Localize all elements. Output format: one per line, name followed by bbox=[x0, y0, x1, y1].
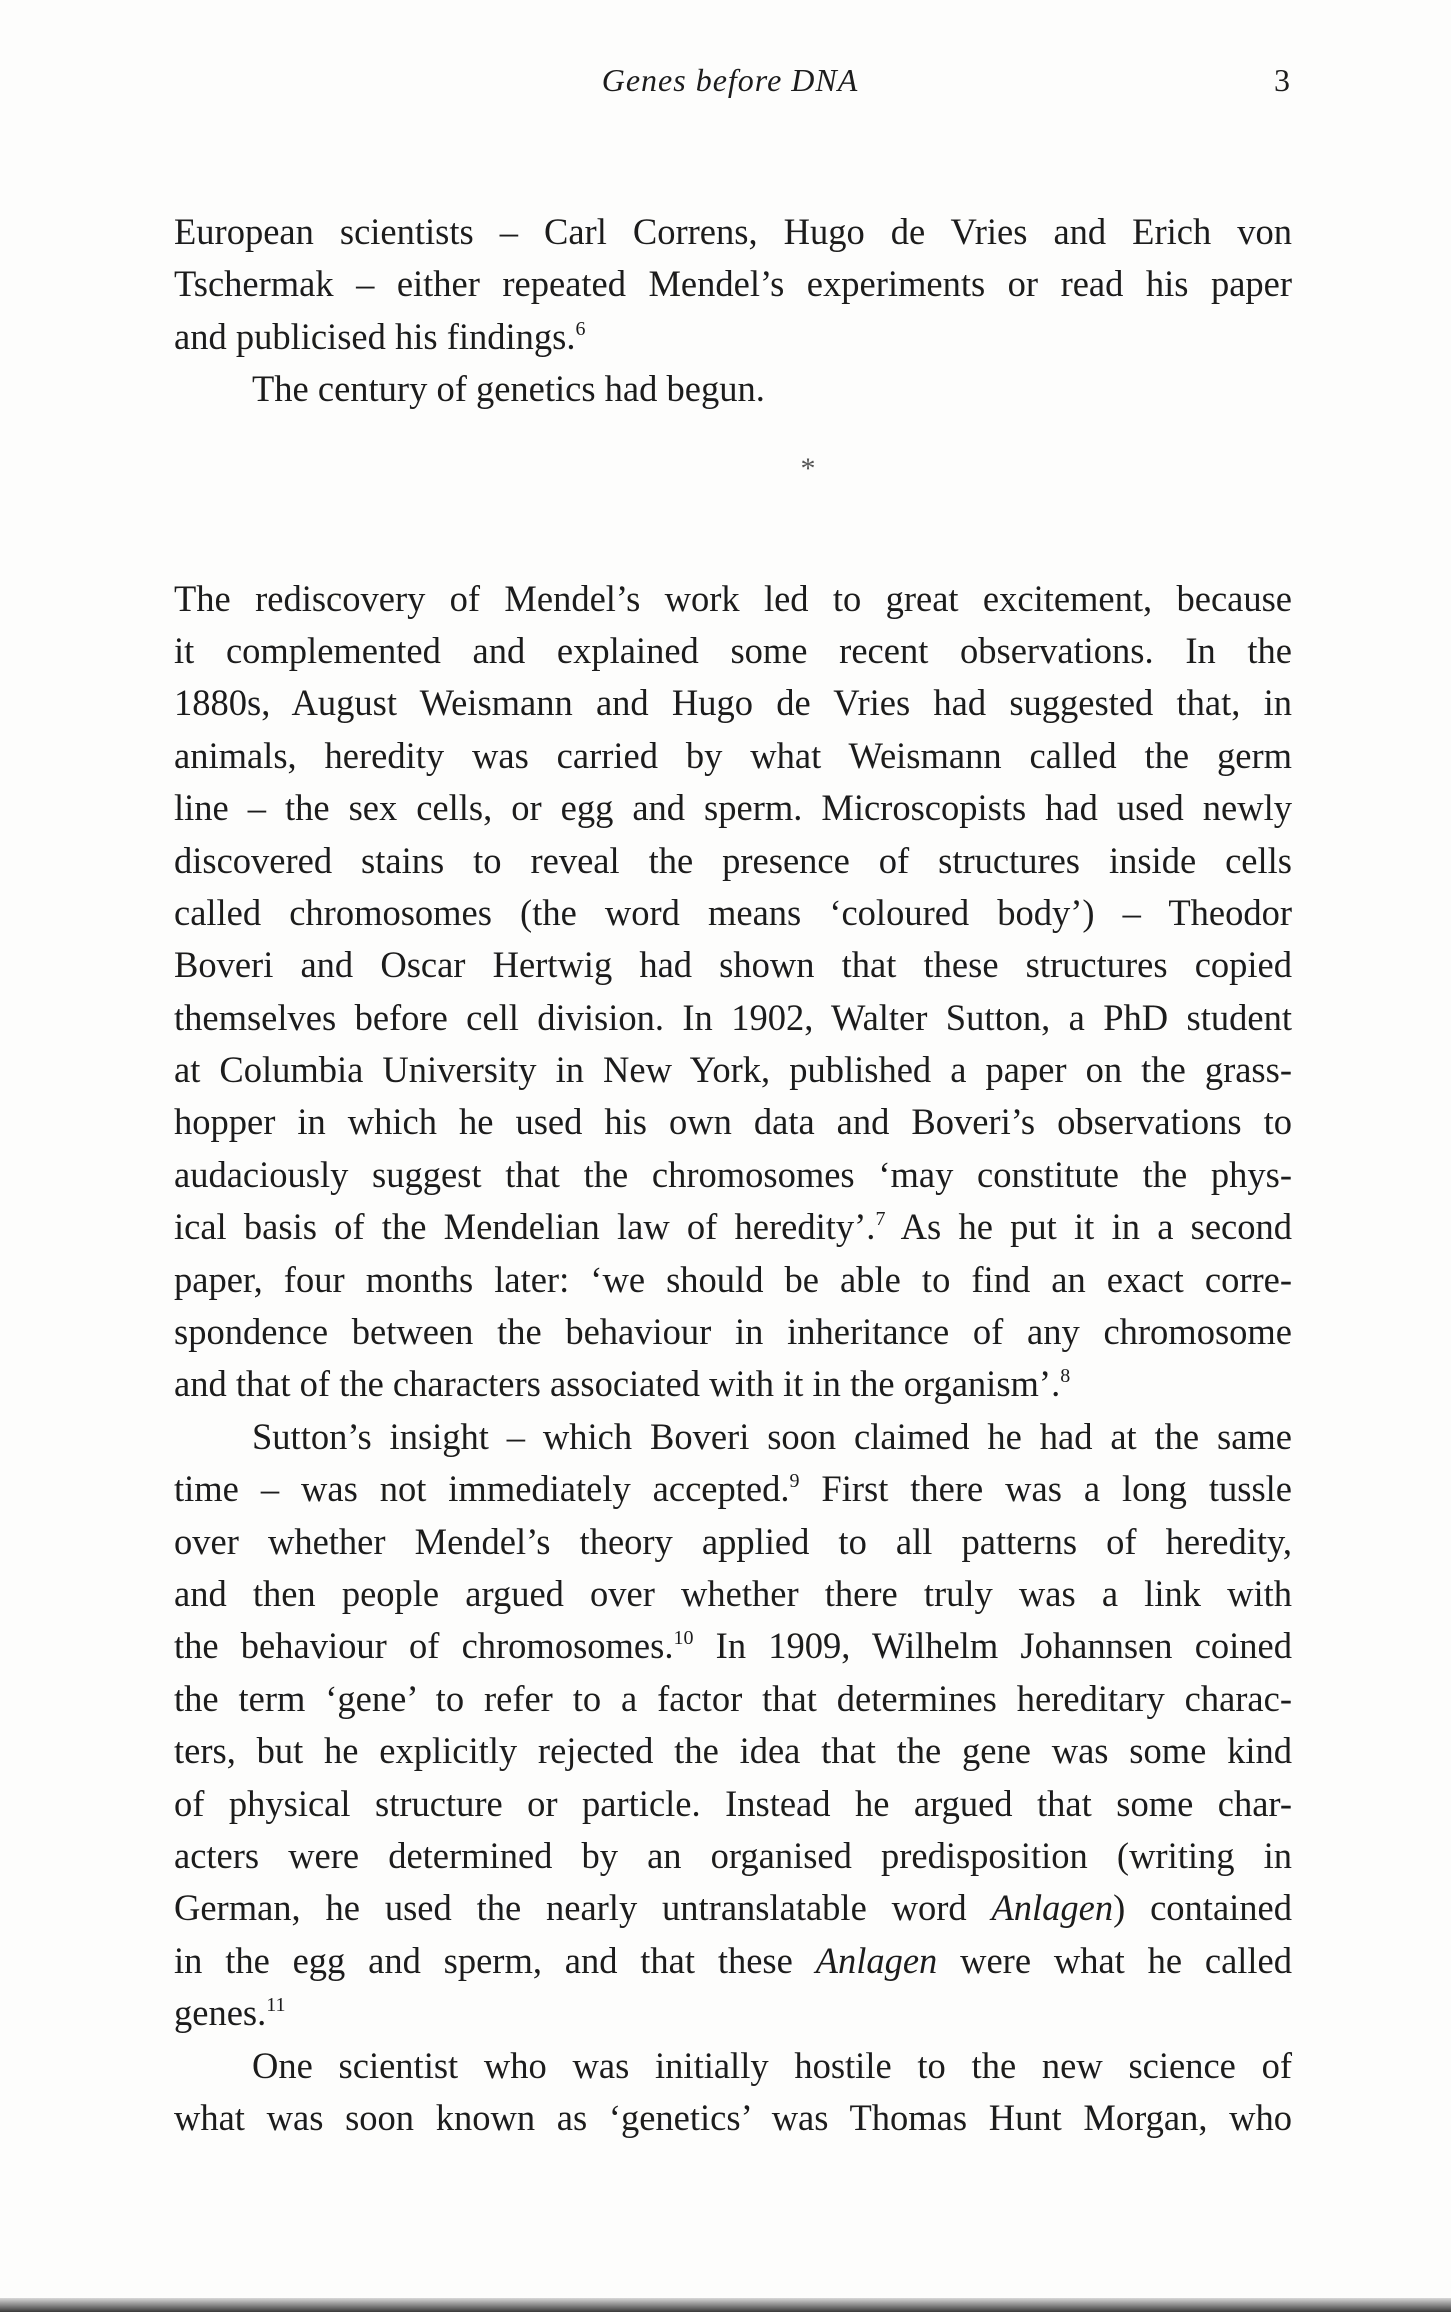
footnote-marker: 8 bbox=[1060, 1365, 1071, 1388]
paragraph bbox=[174, 363, 1292, 415]
text-line bbox=[174, 1463, 1292, 1515]
body-text bbox=[174, 206, 1292, 2144]
footnote-marker: 9 bbox=[789, 1470, 800, 1493]
text-line: Sutton’s insight – which Boveri soon claimed he had at the same bbox=[252, 1415, 1292, 1457]
text-line: line – the sex cells, or egg and sperm. Microscopists had used newly bbox=[174, 787, 1292, 829]
paragraph bbox=[174, 1411, 1292, 2040]
footnote-marker: 6 bbox=[575, 317, 586, 340]
running-title: Genes before DNA bbox=[601, 62, 859, 98]
text-run: in the egg and sperm, and that these bbox=[174, 1939, 816, 1981]
footnote-marker: 11 bbox=[266, 1994, 286, 2017]
text-run: ) contained bbox=[1113, 1887, 1292, 1929]
text-line: paper, four months later: ‘we should be able to find an exact corre- bbox=[174, 1258, 1292, 1300]
text-line: the term ‘gene’ to refer to a factor that determines hereditary charac- bbox=[174, 1677, 1292, 1719]
text-line: it complemented and explained some recent observations. In the bbox=[174, 629, 1292, 671]
text-line: discovered stains to reveal the presence of structures inside cells bbox=[174, 839, 1292, 881]
footnote-marker: 7 bbox=[875, 1208, 886, 1231]
text-line: at Columbia University in New York, published a paper on the grass- bbox=[174, 1049, 1292, 1091]
text-line bbox=[174, 1987, 1292, 2039]
text-line bbox=[174, 1935, 1292, 1987]
text-line: Tschermak – either repeated Mendel’s experiments or read his paper bbox=[174, 263, 1292, 305]
text-run: and that of the characters associated with it in the organism’. bbox=[174, 1363, 1061, 1405]
text-line bbox=[174, 1620, 1292, 1672]
paragraph bbox=[174, 2040, 1292, 2145]
text-line: audaciously suggest that the chromosomes ‘may constitute the phys- bbox=[174, 1153, 1292, 1195]
text-line bbox=[174, 1358, 1292, 1410]
text-line bbox=[174, 1882, 1292, 1934]
text-line: 1880s, August Weismann and Hugo de Vries had suggested that, in bbox=[174, 682, 1292, 724]
text-line bbox=[174, 1201, 1292, 1253]
section-break-asterisk: * bbox=[800, 451, 816, 485]
running-head bbox=[170, 62, 1290, 106]
text-run: ical basis of the Mendelian law of heredity’. bbox=[174, 1206, 876, 1248]
text-line: over whether Mendel’s theory applied to all patterns of heredity, bbox=[174, 1520, 1292, 1562]
text-run: German, he used the nearly untranslatable word bbox=[174, 1887, 992, 1929]
text-run: time – was not immediately accepted. bbox=[174, 1468, 790, 1510]
text-line: ters, but he explicitly rejected the idea that the gene was some kind bbox=[174, 1730, 1292, 1772]
text-line: and then people argued over whether there truly was a link with bbox=[174, 1572, 1292, 1614]
text-line bbox=[174, 311, 1292, 363]
text-line: European scientists – Carl Correns, Hugo de Vries and Erich von bbox=[174, 211, 1292, 252]
paragraph bbox=[174, 206, 1292, 363]
text-line: The century of genetics had begun. bbox=[252, 368, 765, 410]
text-line: One scientist who was initially hostile to the new science of bbox=[252, 2044, 1292, 2086]
text-run: As he put it in a second bbox=[885, 1206, 1292, 1248]
text-line: acters were determined by an organised predisposition (writing in bbox=[174, 1834, 1292, 1876]
text-line: of physical structure or particle. Instead he argued that some char- bbox=[174, 1782, 1292, 1824]
italic-term: Anlagen bbox=[991, 1887, 1114, 1929]
text-run: First there was a long tussle bbox=[799, 1468, 1292, 1510]
text-run: genes. bbox=[174, 1992, 267, 2034]
scan-bottom-edge bbox=[0, 2298, 1451, 2312]
text-line: The rediscovery of Mendel’s work led to great excitement, because bbox=[174, 577, 1292, 619]
text-line: called chromosomes (the word means ‘coloured body’) – Theodor bbox=[174, 891, 1292, 933]
paragraph bbox=[174, 573, 1292, 1411]
page-number: 3 bbox=[1274, 62, 1290, 98]
text-run: were what he called bbox=[937, 1939, 1293, 1981]
footnote-marker: 10 bbox=[673, 1627, 694, 1650]
italic-term: Anlagen bbox=[815, 1939, 938, 1981]
text-line: spondence between the behaviour in inheritance of any chromosome bbox=[174, 1311, 1292, 1353]
text-line: Boveri and Oscar Hertwig had shown that these structures copied bbox=[174, 944, 1292, 986]
text-run: In 1909, Wilhelm Johannsen coined bbox=[693, 1625, 1292, 1667]
text-line: animals, heredity was carried by what Weismann called the germ bbox=[174, 734, 1292, 776]
text-line: themselves before cell division. In 1902, Walter Sutton, a PhD student bbox=[174, 996, 1292, 1038]
text-line: hopper in which he used his own data and Boveri’s observations to bbox=[174, 1101, 1292, 1143]
text-run: and publicised his findings. bbox=[174, 315, 576, 357]
text-line: what was soon known as ‘genetics’ was Thomas Hunt Morgan, who bbox=[174, 2096, 1292, 2138]
text-run: the behaviour of chromosomes. bbox=[174, 1625, 674, 1667]
